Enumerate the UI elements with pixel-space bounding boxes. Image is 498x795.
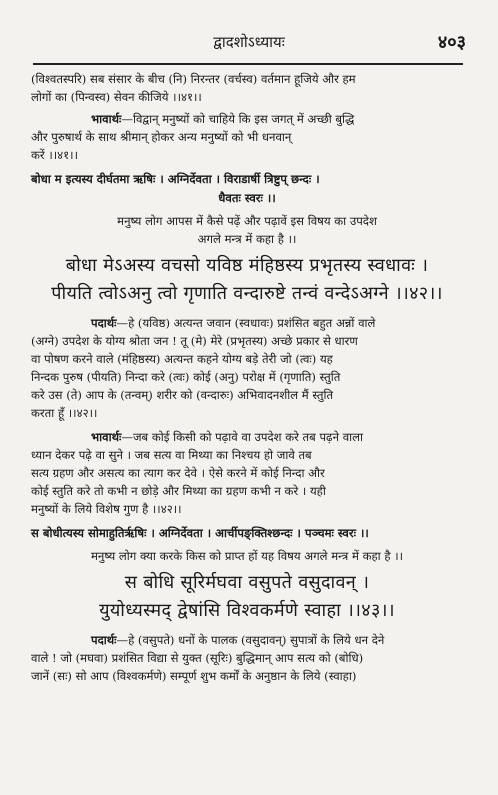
text-line: पदार्थः—हे (यविष्ठ) अत्यन्त जवान (स्वधावः) प्रशंसित बहुत अन्नों वाले (91, 316, 376, 330)
mantra-43 (31, 569, 463, 625)
text-line: भावार्थः—विद्वान् मनुष्यों को चाहिये कि इस जगत् में अच्छी बुद्धि (91, 112, 355, 126)
text-line: करे उस (ते) आप के (तन्वम्) शरीर को (वन्दारुः) अभिवादनशील मैं स्तुति (31, 388, 334, 402)
rishi-line-42 (31, 170, 463, 208)
rishi-devata-chhanda: स बोधीत्यस्य सोमाहुतिर्ऋषिः । अग्निर्देवता । आर्चीपङ्क्तिश्छन्दः । पञ्चमः स्वरः ।। (31, 526, 369, 540)
text-line: अगले मन्त्र में कहा है ।। (197, 232, 297, 246)
padartha-label: पदार्थः (91, 316, 117, 330)
page-content (31, 70, 463, 685)
rishi-devata-chhanda: बोधा म इत्यस्य दीर्घतमा ऋषिः । अग्निर्देवता । विराडार्षी त्रिष्टुप् छन्दः । (31, 172, 320, 186)
mantra-line: युयोध्यस्मद् द्वेषांसि विश्वकर्मणे स्वाहा ।।४३।। (99, 600, 395, 621)
bhavartha-label: भावार्थः (91, 430, 122, 444)
text-line: कोई स्तुति करे तो कभी न छोड़े और मिथ्या का ग्रहण कभी न करे । यही (31, 484, 326, 498)
padartha-42 (31, 314, 463, 422)
text-line: पदार्थः—हे (वसुपते) धनों के पालक (वसुदावन्) सुपात्रों के लिये धन देने (91, 633, 385, 647)
text-line: लोगों का (पिन्वस्व) सेवन कीजिये ।।४१।। (31, 90, 202, 104)
bhavartha-41 (31, 110, 463, 164)
intro-42 (31, 212, 463, 248)
mantra-line: स बोधि सूरिर्मघवा वसुपते वसुदावन् । (124, 572, 370, 593)
mantra-line: पीयति त्वोऽअनु त्वो गृणाति वन्दारुष्टे तन्वं वन्देऽअग्ने ।।४२।। (51, 283, 443, 304)
chapter-title: द्वादशोऽध्यायः (213, 33, 285, 51)
intro-43 (31, 547, 463, 565)
text-line: मनुष्य लोग क्या करके किस को प्राप्त हों यह विषय अगले मन्त्र में कहा है ।। (91, 549, 403, 563)
page-number: ४०३ (437, 32, 466, 53)
text-line: निन्दक पुरुष (पीयति) निन्दा करे (त्वः) कोई (अनु) परोक्ष में (गृणाति) स्तुति (31, 370, 341, 384)
text-line: करता हूँ ।।४२।। (31, 406, 98, 420)
text-line: जानें (सः) सो आप (विश्वकर्मणे) सम्पूर्ण शुभ कर्मों के अनुष्ठान के लिये (स्वाहा) (31, 669, 357, 683)
padartha-label: पदार्थः (91, 633, 117, 647)
text-line: (अग्ने) उपदेश के योग्य श्रोता जन ! तू (मे) मेरे (प्रभृतस्य) अच्छे प्रकार से धारण (31, 334, 358, 348)
bhavartha-label: भावार्थः (91, 112, 122, 126)
text-line: मनुष्यों के लिये विशेष गुण है ।।४२।। (31, 502, 182, 516)
text-line: करें ।।४१।। (31, 148, 78, 162)
page-header (0, 30, 498, 56)
text-line: मनुष्य लोग आपस में कैसे पढ़ें और पढ़ावें इस विषय का उपदेश (117, 214, 377, 228)
mantra-42 (31, 252, 463, 308)
rishi-line-43 (31, 524, 463, 543)
text-line: ध्यान देकर पढ़े वा सुने । जब सत्य वा मिथ्या का निश्चय हो जावे तब (31, 448, 312, 462)
text-line: भावार्थः—जब कोई किसी को पढ़ावे वा उपदेश करे तब पढ़ने वाला (91, 430, 364, 444)
text-line: सत्य ग्रहण और असत्य का त्याग कर देवे । ऐसे करने में कोई निन्दा और (31, 466, 325, 480)
text-line: (विश्वतस्परि) सब संसार के बीच (नि) निरन्तर (वर्चस्व) वर्तमान हूजिये और हम (31, 72, 356, 86)
text-line: वा पोषण करने वाले (मंहिष्ठस्य) अत्यन्त कहने योग्य बड़े तेरी जो (त्वः) यह (31, 352, 333, 366)
padartha-43 (31, 631, 463, 685)
verse-41-explanation-end (31, 70, 463, 106)
text-line: और पुरुषार्थ के साथ श्रीमान् होकर अन्य मनुष्यों को भी धनवान् (31, 130, 292, 144)
svara: धैवतः स्वरः ।। (218, 191, 276, 205)
mantra-line: बोधा मेऽअस्य वचसो यविष्ठ मंहिष्ठस्य प्रभृतस्य स्वधावः । (65, 255, 429, 276)
bhavartha-42 (31, 428, 463, 518)
text-line: वाले ! जो (मघवा) प्रशंसित विद्या से युक्त (सूरिः) बुद्धिमान् आप सत्य को (बोधि) (31, 651, 364, 665)
header-rule (33, 63, 463, 65)
